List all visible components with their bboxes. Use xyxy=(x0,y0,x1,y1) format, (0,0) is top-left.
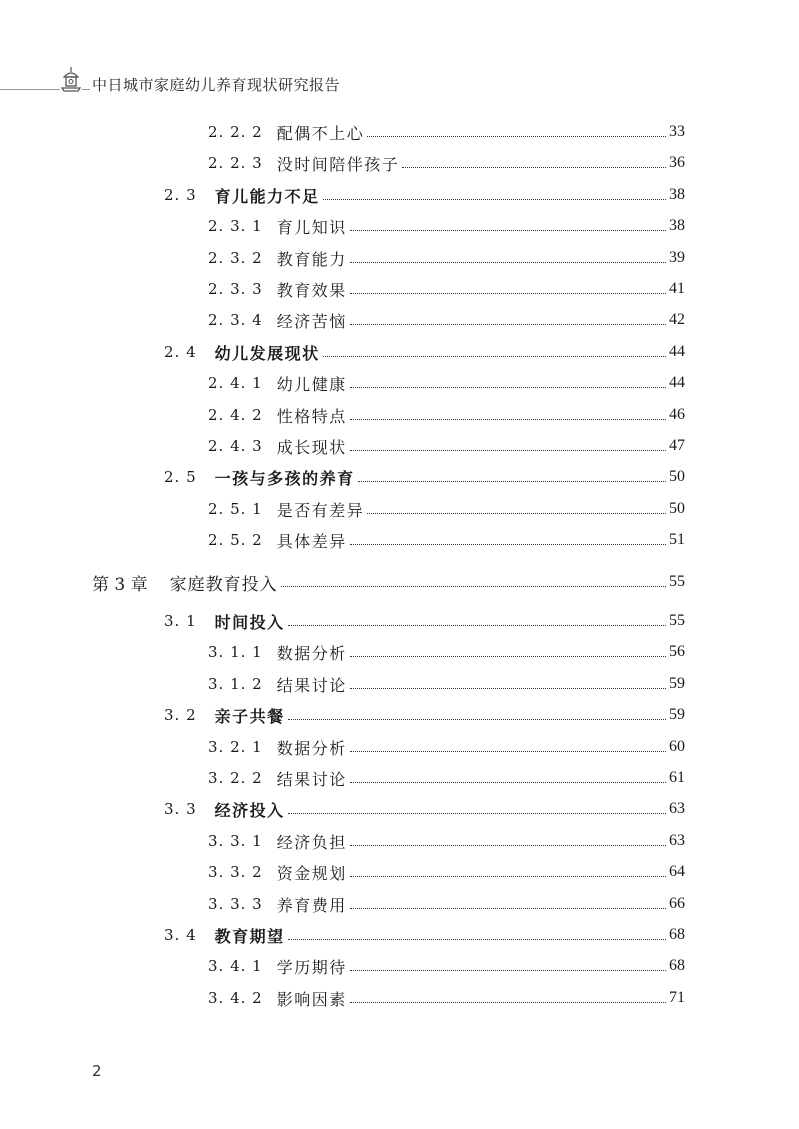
toc-entry-page: 64 xyxy=(669,863,685,880)
toc-entry-page: 42 xyxy=(669,311,685,328)
dot-leader xyxy=(323,356,666,357)
dot-leader xyxy=(350,544,666,545)
toc-entry-title: 是否有差异 xyxy=(276,500,365,520)
dot-leader xyxy=(367,513,666,514)
toc-entry-number: 2. 2. 3 xyxy=(208,154,263,172)
toc-entry-title: 成长现状 xyxy=(276,437,347,457)
toc-entry-number: 2. 3. 4 xyxy=(208,311,263,329)
toc-entry[interactable] xyxy=(164,797,685,821)
toc-entry-page: 63 xyxy=(669,832,685,849)
toc-entry-title: 时间投入 xyxy=(214,612,285,632)
dot-leader xyxy=(350,970,666,971)
toc-entry-number: 2. 5. 1 xyxy=(208,500,263,518)
toc-entry-number: 2. 3. 2 xyxy=(208,249,263,267)
toc-entry-number: 3. 3 xyxy=(164,800,197,818)
toc-entry-title: 亲子共餐 xyxy=(214,706,285,726)
toc-entry-title: 幼儿发展现状 xyxy=(214,343,320,363)
toc-entry-page: 56 xyxy=(669,643,685,660)
toc-entry-title: 数据分析 xyxy=(276,643,347,663)
dot-leader xyxy=(350,450,666,451)
toc-entry-title: 经济负担 xyxy=(276,832,347,852)
toc-entry-title: 配偶不上心 xyxy=(276,123,365,143)
toc-entry[interactable] xyxy=(208,371,685,395)
toc-entry[interactable] xyxy=(164,703,685,727)
toc-entry-page: 55 xyxy=(669,573,685,590)
toc-entry-title: 结果讨论 xyxy=(276,769,347,789)
dot-leader xyxy=(358,481,666,482)
dot-leader xyxy=(350,293,666,294)
toc-entry[interactable] xyxy=(208,308,685,332)
toc-entry[interactable] xyxy=(208,151,685,175)
toc-entry-page: 39 xyxy=(669,249,685,266)
dot-leader xyxy=(288,719,666,720)
toc-entry-number: 2. 4. 3 xyxy=(208,437,263,455)
toc-entry-page: 66 xyxy=(669,895,685,912)
dot-leader xyxy=(350,230,666,231)
toc-entry[interactable] xyxy=(208,735,685,759)
toc-entry-page: 41 xyxy=(669,280,685,297)
dot-leader xyxy=(350,876,666,877)
toc-entry[interactable] xyxy=(208,214,685,238)
toc-entry-title: 结果讨论 xyxy=(276,675,347,695)
dot-leader xyxy=(350,688,666,689)
toc-entry-number: 3. 2 xyxy=(164,706,197,724)
toc-entry-page: 38 xyxy=(669,186,685,203)
toc-entry[interactable] xyxy=(208,672,685,696)
toc-entry-page: 50 xyxy=(669,500,685,517)
toc-entry-page: 38 xyxy=(669,217,685,234)
toc-entry-number: 2. 2. 2 xyxy=(208,123,263,141)
toc-entry-number: 3. 3. 2 xyxy=(208,863,263,881)
toc-entry-number: 2. 3. 3 xyxy=(208,280,263,298)
toc-entry-page: 68 xyxy=(669,957,685,974)
dot-leader xyxy=(350,1002,666,1003)
page-number: 2 xyxy=(92,1062,102,1080)
toc-entry-number: 第 3 章 xyxy=(92,574,148,595)
toc-entry-page: 36 xyxy=(669,154,685,171)
toc-entry-page: 59 xyxy=(669,706,685,723)
toc-entry-title: 育儿知识 xyxy=(276,217,347,237)
toc-entry-title: 经济投入 xyxy=(214,800,285,820)
toc-entry-page: 51 xyxy=(669,531,685,548)
dot-leader xyxy=(281,586,666,587)
dot-leader xyxy=(350,656,666,657)
toc-entry-page: 63 xyxy=(669,800,685,817)
toc-entry-title: 学历期待 xyxy=(276,957,347,977)
toc-entry-page: 71 xyxy=(669,989,685,1006)
toc-entry-title: 教育能力 xyxy=(276,249,347,269)
running-header xyxy=(0,62,799,102)
toc-entry-number: 3. 2. 2 xyxy=(208,769,263,787)
toc-entry-title: 家庭教育投入 xyxy=(169,574,278,595)
toc-entry-title: 资金规划 xyxy=(276,863,347,883)
toc-entry-number: 3. 2. 1 xyxy=(208,738,263,756)
dot-leader xyxy=(350,324,666,325)
toc-entry-title: 教育效果 xyxy=(276,280,347,300)
dot-leader xyxy=(350,908,666,909)
toc-entry-title: 幼儿健康 xyxy=(276,374,347,394)
toc-entry[interactable] xyxy=(164,609,685,633)
toc-entry-title: 数据分析 xyxy=(276,738,347,758)
toc-entry-page: 59 xyxy=(669,675,685,692)
dot-leader xyxy=(350,262,666,263)
toc-entry[interactable] xyxy=(208,497,685,521)
toc-entry-number: 2. 3. 1 xyxy=(208,217,263,235)
toc-entry-page: 47 xyxy=(669,437,685,454)
toc-entry[interactable] xyxy=(208,860,685,884)
toc-entry-page: 61 xyxy=(669,769,685,786)
dot-leader xyxy=(350,845,666,846)
toc-entry-number: 2. 4. 1 xyxy=(208,374,263,392)
toc-entry[interactable] xyxy=(208,766,685,790)
toc-entry-number: 3. 4 xyxy=(164,926,197,944)
toc-entry-number: 3. 3. 3 xyxy=(208,895,263,913)
dot-leader xyxy=(350,782,666,783)
toc-entry[interactable] xyxy=(208,120,685,144)
toc-entry[interactable] xyxy=(208,277,685,301)
toc-entry[interactable] xyxy=(208,986,685,1010)
toc-entry[interactable] xyxy=(164,183,685,207)
toc-entry-number: 2. 3 xyxy=(164,186,197,204)
toc-entry[interactable] xyxy=(164,465,685,489)
toc-entry-title: 教育期望 xyxy=(214,926,285,946)
toc-entry-number: 3. 1. 2 xyxy=(208,675,263,693)
dot-leader xyxy=(323,199,666,200)
toc-entry-number: 2. 4. 2 xyxy=(208,406,263,424)
dot-leader xyxy=(402,167,666,168)
toc-entry[interactable] xyxy=(208,403,685,427)
dot-leader xyxy=(288,813,666,814)
pagoda-icon xyxy=(60,66,82,94)
toc-entry[interactable] xyxy=(208,246,685,270)
toc-entry[interactable] xyxy=(208,640,685,664)
toc-entry-page: 46 xyxy=(669,406,685,423)
toc-entry-page: 44 xyxy=(669,343,685,360)
toc-entry[interactable] xyxy=(164,923,685,947)
book-title: 中日城市家庭幼儿养育现状研究报告 xyxy=(92,76,341,94)
toc-entry-title: 养育费用 xyxy=(276,895,347,915)
toc-entry[interactable] xyxy=(208,829,685,853)
dot-leader xyxy=(350,387,666,388)
toc-entry-title: 经济苦恼 xyxy=(276,311,347,331)
toc-entry-title: 影响因素 xyxy=(276,989,347,1009)
dot-leader xyxy=(288,939,666,940)
toc-entry-page: 33 xyxy=(669,123,685,140)
toc-entry[interactable] xyxy=(208,434,685,458)
toc-entry-number: 2. 5. 2 xyxy=(208,531,263,549)
dot-leader xyxy=(350,419,666,420)
toc-entry[interactable] xyxy=(208,892,685,916)
toc-entry[interactable] xyxy=(92,570,685,594)
toc-entry-number: 3. 4. 1 xyxy=(208,957,263,975)
toc-entry-title: 育儿能力不足 xyxy=(214,186,320,206)
toc-entry-title: 没时间陪伴孩子 xyxy=(276,154,400,174)
toc-entry-title: 性格特点 xyxy=(276,406,347,426)
dot-leader xyxy=(367,136,666,137)
toc-entry[interactable] xyxy=(208,528,685,552)
toc-entry-number: 2. 5 xyxy=(164,468,197,486)
toc-entry-title: 具体差异 xyxy=(276,531,347,551)
toc-entry-number: 3. 1. 1 xyxy=(208,643,263,661)
toc-entry-page: 55 xyxy=(669,612,685,629)
toc-entry-page: 50 xyxy=(669,468,685,485)
toc-entry-page: 60 xyxy=(669,738,685,755)
toc-entry[interactable] xyxy=(208,954,685,978)
toc-entry-number: 3. 1 xyxy=(164,612,197,630)
toc-entry-page: 68 xyxy=(669,926,685,943)
toc-entry[interactable] xyxy=(164,340,685,364)
toc-entry-number: 3. 4. 2 xyxy=(208,989,263,1007)
dot-leader xyxy=(288,625,666,626)
toc-entry-page: 44 xyxy=(669,374,685,391)
toc-entry-number: 2. 4 xyxy=(164,343,197,361)
toc-entry-number: 3. 3. 1 xyxy=(208,832,263,850)
toc-entry-title: 一孩与多孩的养育 xyxy=(214,468,355,488)
dot-leader xyxy=(350,751,666,752)
